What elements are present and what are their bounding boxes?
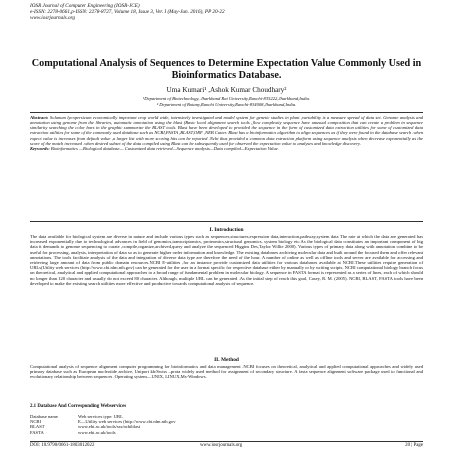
author-affiliations <box>20 96 433 108</box>
abstract-label: Abstract: <box>30 115 49 120</box>
table-cell-name: NCBI <box>30 419 41 425</box>
intro-heading: I. Introduction <box>209 227 244 233</box>
abstract-text: Solanum lycopersicum economically important crop world wide, intensively investigated and model system for genetic studies in plant ,variability is a measure spread of data set. Genome analysis and annotation using genome from the libraries, automatic annotation using the blast (Basic local alignment search tools ,)low complexity sequence have unusual composition that can create a problem in sequence similarity searching the color bars in the graphic summarize the BLAST tools. Blast have been developed to provided the sequence in the form of customized data extraction utilities for some of customized data extraction utilities for some of the commonly used database such as NCBI,FASTA ,BLAST,ORF ,NEB Cutter. Blast has a bioinformatics algorithm to align sequences as if they were found in the database search .when expect value is increases from default value ,a larger list with more scoring hits can be reported .Ncbi thus provided a common data extraction platform using sequence analysis when decrease exponentially as the score of the match increased .when desired subset of the data compiled using Blast can be subsequently used for observed the expectation value to analyses and knowledge discovery. <box>30 115 423 146</box>
keywords-label: Keywords: <box>30 145 50 151</box>
method-heading: II. Method <box>214 357 239 363</box>
paper-authors: Uma Kumari¹ ,Ashok Kumar Choudhary² <box>166 86 287 94</box>
journal-website: www.iosrjournals.org <box>30 15 75 21</box>
affiliation-2: ² Department of Botany,Ranchi University,Ranchi-834008,Jharkhand,India. <box>156 102 297 107</box>
intro-paragraph: The data available for biological system are diverse in nature and include various types such as sequences,structures,expression data,interaction,pathway,system data The rate at which the data are generated has increased exponentially due to technological advances in field of genomics,transcriptomics, proteomics,structural genomics, system biology etc.As the biological data constitutes an important component of big data it demands to genome sequencing to curate ,compile,organize,archived,query and analyze the sequenced Higgins Des,Taylor Willie 2000). Various types of primary data along with annotation combine to be useful for processing, analysis, interpretation of data so as to generate higher order information and knowledge. The existing databases archiving molecular data and built around the focused them and offer relevant annotations. The tools facilitate analysis of the data and integration of diverse data type are therefore the need of the hour. A number of online as well as offline tools and server are available for accessing and retrieving large amount of data from public domain resources.NCBI E-utilities ,for an instance provide customized data utilities for various databases available at NCBI.These utilities require generation of URLs(Utility web services (http://www.cbi.nlm.nih.gov) can be generated for the user in a format specific for respective database either by manually or by writing scripts. NCBI computational biology branch focus on theoretical, analytical and applied computational approaches to a broad range of fundamental problem in molecular biology. A sequence in FASTA format is represented as a series of lines, each of which should no longer than 120 character and usually do not exceed 80 character. Although, multiple URL can be generated .As the initial step of reach this goal, Casey, R. M. (2005). NCBI, BLAST, FASTA tools have been developed to make the existing search utilities more effective and productive towards computational analysis of sequence. <box>30 234 423 286</box>
keywords-paragraph <box>30 146 423 151</box>
abstract-block <box>30 112 423 222</box>
table-header-value: Web services type: URL <box>78 414 123 419</box>
footer-website-link[interactable]: www.iosrjournals.org <box>200 443 243 448</box>
subsection-heading: 2.1 Database And Corresponding Webservices <box>30 404 127 409</box>
table-cell-value: www.ebi.ac.uk/tools/sss/ncbiblast <box>78 424 141 430</box>
journal-issn: e-ISSN: 2278-0661,p-ISSN: 2278-8727, Volume 18, Issue 3, Ver. I (May-Jun. 2016), PP 20-22 <box>30 9 225 15</box>
table-cell-value: www.ebi.ac.uk/tools <box>78 429 116 435</box>
abstract-paragraph <box>30 115 423 146</box>
footer-divider <box>30 441 423 442</box>
table-header-name: Database name <box>30 414 58 419</box>
affiliation-1: ¹Department of Biotechnology, Jharkhand Rai University,Ranchi-835222,Jharkhand,India. <box>142 96 311 101</box>
table-cell-value: E—Utility web services (http://www.cbi.nlm.nih.gov <box>78 419 176 425</box>
database-table <box>30 414 176 435</box>
journal-header <box>30 3 225 21</box>
table-row <box>30 430 176 435</box>
keywords-text: Bioinformatics —Biological database— Customized data retrieved—Sequence analysis—Data compiled—Expectation Value. <box>50 145 279 151</box>
paper-title: Computational Analysis of Sequences to Determine Expectation Value Commonly Used in Bioinformatics Database. <box>31 58 422 81</box>
table-cell-name: FASTA <box>30 429 44 435</box>
table-cell-name: BLAST <box>30 424 45 430</box>
footer-page-number: 20 | Page <box>405 443 423 448</box>
footer-doi: DOI: 10.9790/0661-1803012022 <box>30 443 95 448</box>
method-paragraph: Computational analysis of sequence alignment computer programming for bioinformatics and data management .NCBI focuses on theoretical, analytical and applied computational approaches and widely used primary database such as European nucleotide archive, Uniport kb/Swiss –prota widely used method for assignment of secondary structure. A fasta sequence alignment software package used to functional and evolutionary relationship between sequences .Operating system—UNIX, LINUX,Ms-Windows. <box>30 364 423 380</box>
journal-name: IOSR Journal of Computer Engineering (IOSR-JCE) <box>30 3 140 9</box>
